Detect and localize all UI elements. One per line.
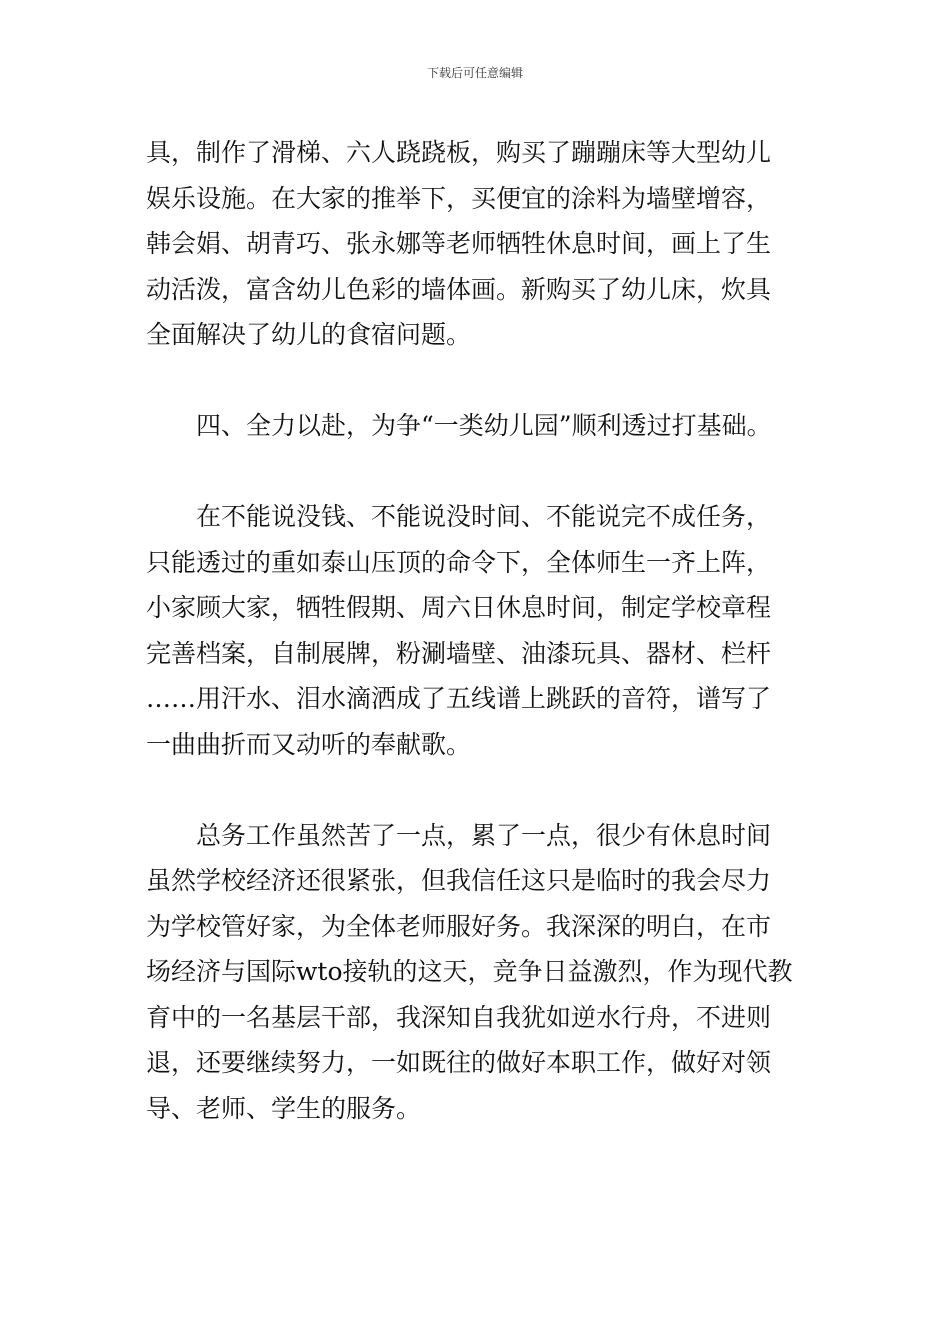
text-line: 在不能说没钱、不能说没时间、不能说完不成任务， — [196, 502, 772, 531]
section-heading — [146, 403, 814, 449]
paragraph — [146, 494, 814, 767]
text-line: 具，制作了滑梯、六人跷跷板，购买了蹦蹦床等大型幼儿 — [146, 138, 772, 167]
paragraph-gap — [146, 767, 814, 813]
text-line: 育中的一名基层干部，我深知自我犹如逆水行舟，不进则 — [146, 1002, 772, 1032]
text-line: 总务工作虽然苦了一点，累了一点，很少有休息时间 — [196, 820, 772, 850]
text-line: 场经济与国际wto接轨的这天，竞争日益激烈，作为现代教 — [146, 957, 793, 986]
text-line: 虽然学校经济还很紧张，但我信任这只是临时的我会尽力 — [146, 866, 772, 895]
text-line: 动活泼，富含幼儿色彩的墙体画。新购买了幼儿床，炊具 — [146, 274, 772, 304]
text-line: 导、老师、学生的服务。 — [146, 1093, 422, 1123]
text-line: 四、全力以赴，为争“一类幼儿园”顺利透过打基础。 — [196, 411, 772, 440]
text-line: 韩会娟、胡青巧、张永娜等老师牺牲休息时间，画上了生 — [146, 229, 772, 258]
paragraph-gap — [146, 449, 814, 495]
paragraph — [146, 130, 814, 358]
text-line: 娱乐设施。在大家的推举下，买便宜的涂料为墙壁增容， — [146, 183, 772, 213]
text-line: 全面解决了幼儿的食宿问题。 — [146, 320, 472, 349]
text-line: 只能透过的重如泰山压顶的命令下，全体师生一齐上阵， — [146, 547, 772, 577]
text-line: 小家顾大家，牺牲假期、周六日休息时间，制定学校章程 — [146, 593, 772, 622]
text-line: 为学校管好家，为全体老师服好务。我深深的明白，在市 — [146, 911, 772, 941]
text-line: 完善档案，自制展牌，粉涮墙壁、油漆玩具、器材、栏杆 — [146, 638, 772, 668]
paragraph-gap — [146, 358, 814, 404]
paragraph — [146, 813, 814, 1132]
document-body — [146, 130, 814, 1131]
text-line: ……用汗水、泪水滴洒成了五线谱上跳跃的音符，谱写了 — [146, 684, 772, 713]
page-header: 下载后可任意编辑 — [426, 66, 523, 80]
text-line: 退，还要继续努力，一如既往的做好本职工作，做好对领 — [146, 1048, 772, 1077]
text-line: 一曲曲折而又动听的奉献歌。 — [146, 729, 472, 759]
